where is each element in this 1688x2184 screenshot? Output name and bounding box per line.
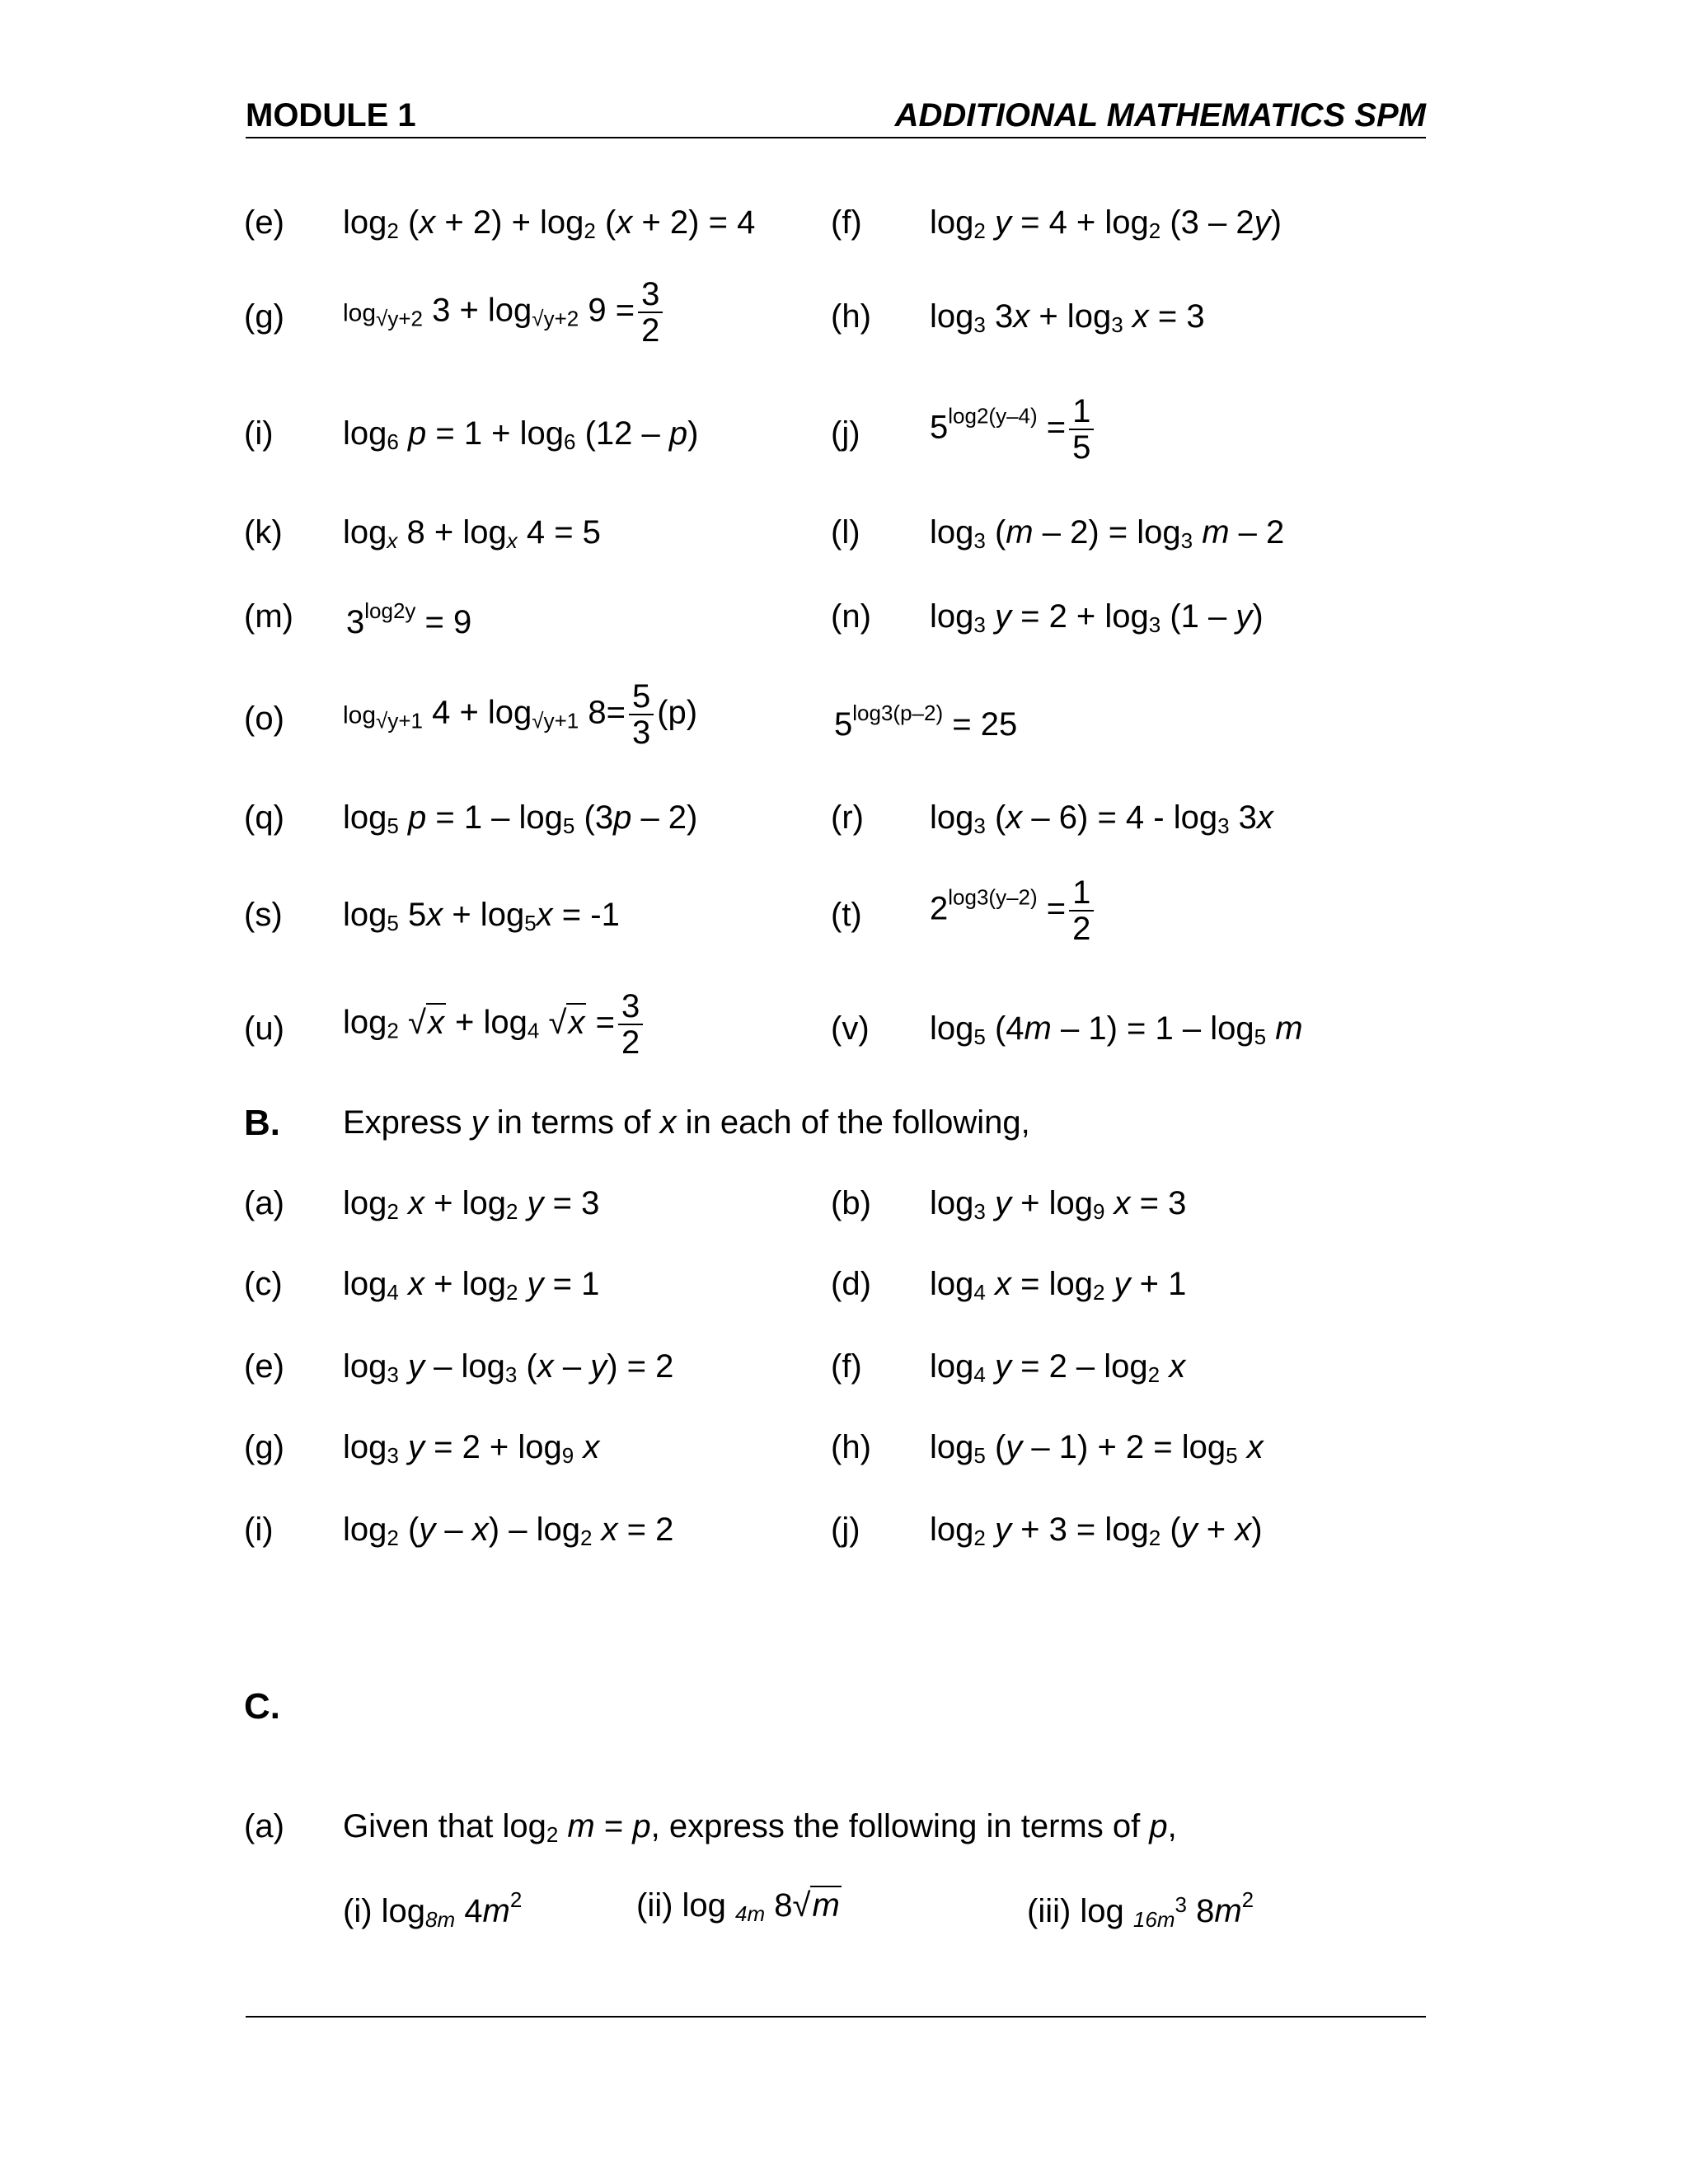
item-label: (u) [244, 1010, 284, 1047]
equation-s: $\log_5 5x + \log_5x = -1$ [343, 897, 620, 935]
sqrt-sign: √m [792, 1887, 840, 1924]
item-label: (t) [831, 897, 862, 933]
equation-b-a: $\log_2 x + \log_2 y = 3$ [343, 1185, 600, 1224]
section-c-heading: C. [244, 1686, 280, 1727]
equation-n: $\log_3 y = 2 + \log_3 (1 - y)$ [930, 598, 1264, 637]
equation-b-i: $\log_2 (y - x) - \log_2 x = 2$ [343, 1511, 674, 1550]
item-label: (e) [244, 1348, 284, 1385]
equation-e: $\log_2 (x + 2) + \log_2 (x + 2) = 4$ [343, 204, 756, 243]
item-label: (i) [244, 415, 274, 452]
module-title: MODULE 1 [246, 97, 416, 134]
equation-t: $2^{log3(y-2)}$ = $\frac{1}{2}$ [930, 875, 1097, 946]
item-label: (o) [244, 701, 284, 737]
subquestion-iii: (iii) log $_{16m^3}$ $8m^2$ [1027, 1887, 1254, 1932]
item-label: (d) [831, 1266, 871, 1302]
item-label: (j) [831, 1511, 860, 1548]
footer-rule [246, 2016, 1426, 2018]
equation-m: $3^{log2y} = 9$ [346, 598, 472, 640]
sqrt-sign: √x [407, 1004, 444, 1041]
equation-f: $\log_2 y = 4 + \log_2 (3 - 2y)$ [930, 204, 1282, 243]
item-label: (n) [831, 598, 871, 635]
equation-b-e: $\log_3 y - \log_3 (x - y) = 2$ [343, 1348, 674, 1387]
equation-b-b: $\log_3 y + \log_9 x = 3$ [930, 1185, 1187, 1224]
item-label: (c) [244, 1266, 283, 1302]
item-label: (b) [831, 1185, 871, 1221]
equation-k: $\log_x 8 + \log_x 4 = 5$ [343, 514, 601, 553]
question-c-a: Given that $\log_2 m = p$, express the following in terms of p, [343, 1808, 1177, 1847]
item-label: (m) [244, 598, 293, 635]
equation-i: $\log_6 p = 1 + \log_6 (12 - p)$ [343, 415, 699, 454]
equation-h: $\log_3 3x + \log_3 x = 3$ [930, 298, 1205, 337]
item-label: (f) [831, 204, 862, 241]
equation-b-c: $\log_4 x + \log_2 y = 1$ [343, 1266, 600, 1305]
item-label: (h) [831, 298, 871, 335]
equation-b-f: $\log_4 y = 2 - \log_2 x$ [930, 1348, 1186, 1387]
subject-title: ADDITIONAL MATHEMATICS SPM [894, 97, 1426, 134]
item-label: (g) [244, 1429, 284, 1465]
equation-p: $5^{log3(p-2)} = 25$ [834, 701, 1018, 743]
equation-v: $\log_5 (4m - 1) = 1 - \log_5 m$ [930, 1010, 1303, 1049]
sqrt-sign: √x [548, 1004, 585, 1041]
item-label: (a) [244, 1185, 284, 1221]
equation-l: $\log_3 (m - 2) = \log_3 m - 2$ [930, 514, 1285, 553]
equation-j: $5^{log2(y-4)}$ = $\frac{1}{5}$ [930, 394, 1097, 465]
item-label: (s) [244, 897, 283, 933]
equation-o: $\log_{√y+1} 4 + \log_{√y+1} 8=$ $\frac{5}{3}$ (p) [343, 678, 698, 751]
header-rule [246, 137, 1426, 138]
item-label: (f) [831, 1348, 862, 1385]
equation-q: $\log_5 p = 1 - \log_5 (3p - 2)$ [343, 799, 698, 838]
equation-u: $\log_2 √x + \log_4 √x$ = $\frac{3}{2}$ [343, 989, 646, 1060]
subquestion-ii: (ii) log $_{4m}$ 8√m [636, 1887, 840, 1926]
item-label: (i) [244, 1511, 274, 1548]
subquestion-i: (i) $\log_{8m} 4m^2$ [343, 1887, 523, 1932]
section-b-instruction: Express y in terms of x in each of the following, [343, 1104, 1030, 1141]
item-label: (q) [244, 799, 284, 836]
item-label: (g) [244, 298, 284, 335]
equation-b-g: $\log_3 y = 2 + \log_9 x$ [343, 1429, 600, 1468]
item-label: (h) [831, 1429, 871, 1465]
item-label: (a) [244, 1808, 284, 1844]
item-label: (v) [831, 1010, 870, 1047]
equation-b-d: $\log_4 x = \log_2 y + 1$ [930, 1266, 1187, 1305]
item-label: (k) [244, 514, 283, 551]
equation-b-h: $\log_5 (y - 1) + 2 = \log_5 x$ [930, 1429, 1264, 1468]
item-label: (j) [831, 415, 860, 452]
section-b-heading: B. [244, 1103, 280, 1143]
equation-g: $\log_{√y+2} 3 + \log_{√y+2} 9$ = $\frac{3}{2}$ [343, 277, 666, 348]
item-label: (e) [244, 204, 284, 241]
item-label: (r) [831, 799, 864, 836]
item-label: (l) [831, 514, 860, 551]
equation-r: $\log_3 (x - 6) = 4 - \log_3 3x$ [930, 799, 1273, 838]
equation-b-j: $\log_2 y + 3 = \log_2 (y + x)$ [930, 1511, 1263, 1550]
